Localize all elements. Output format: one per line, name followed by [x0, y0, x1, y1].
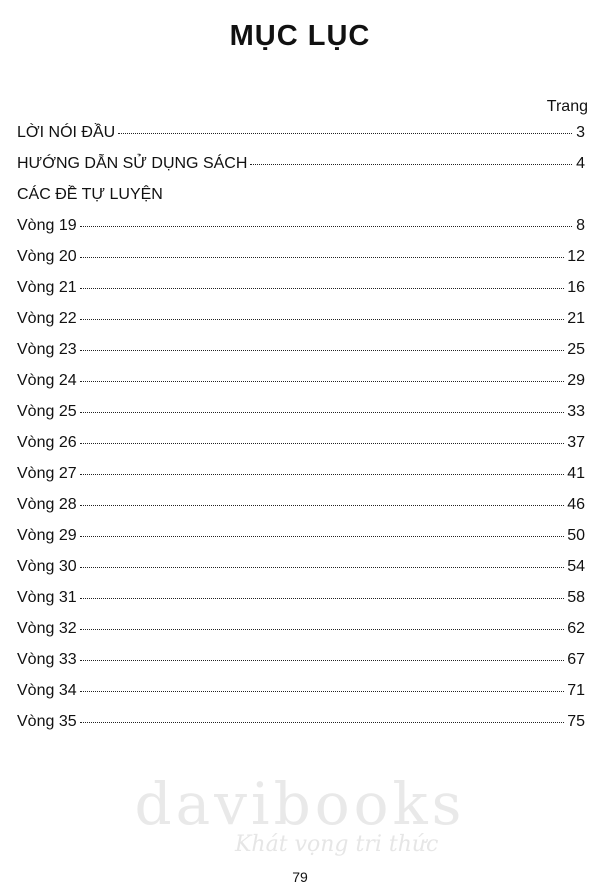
- toc-entry-label: Vòng 32: [17, 620, 77, 637]
- page-column-header: Trang: [546, 98, 588, 115]
- dot-leader: [80, 226, 572, 227]
- dot-leader: [80, 443, 565, 444]
- toc-entry-label: Vòng 26: [17, 434, 77, 451]
- toc-entry-label: Vòng 21: [17, 279, 77, 296]
- toc-entry-label: Vòng 31: [17, 589, 77, 606]
- toc-entry: [17, 124, 585, 155]
- toc-entry-page: 8: [576, 217, 585, 234]
- toc-entry: [17, 434, 585, 465]
- toc-entry-label: Vòng 23: [17, 341, 77, 358]
- toc-entry: [17, 248, 585, 279]
- toc-entry-label: Vòng 29: [17, 527, 77, 544]
- toc-entry: [17, 496, 585, 527]
- dot-leader: [80, 474, 565, 475]
- toc-entry-page: 16: [567, 279, 585, 296]
- dot-leader: [80, 567, 565, 568]
- dot-leader: [80, 257, 565, 258]
- toc-entry-label: LỜI NÓI ĐẦU: [17, 124, 116, 141]
- toc-entry-page: 71: [567, 682, 585, 699]
- toc-entry: [17, 682, 585, 713]
- dot-leader: [80, 536, 565, 537]
- dot-leader: [80, 319, 565, 320]
- dot-leader: [118, 133, 572, 134]
- dot-leader: [80, 412, 565, 413]
- toc-entry-label: Vòng 33: [17, 651, 77, 668]
- toc-entry-page: 29: [567, 372, 585, 389]
- dot-leader: [250, 164, 572, 165]
- page-title: MỤC LỤC: [229, 20, 371, 52]
- dot-leader: [80, 350, 565, 351]
- table-of-contents: [17, 124, 585, 744]
- toc-entry-label: CÁC ĐỀ TỰ LUYỆN: [17, 186, 163, 203]
- toc-entry: [17, 651, 585, 682]
- toc-section-heading: [17, 186, 585, 217]
- toc-entry: [17, 403, 585, 434]
- dot-leader: [80, 381, 565, 382]
- dot-leader: [80, 691, 565, 692]
- toc-entry-page: 41: [567, 465, 585, 482]
- watermark-tagline: Khát vọng tri thức: [235, 832, 439, 857]
- toc-entry: [17, 558, 585, 589]
- dot-leader: [80, 660, 565, 661]
- page-number: 79: [292, 869, 308, 885]
- toc-entry-page: 54: [567, 558, 585, 575]
- toc-entry-page: 4: [576, 155, 585, 172]
- toc-entry: [17, 310, 585, 341]
- toc-entry-label: Vòng 34: [17, 682, 77, 699]
- toc-entry: [17, 341, 585, 372]
- toc-entry-label: Vòng 25: [17, 403, 77, 420]
- watermark-brand: davibooks: [134, 770, 466, 838]
- toc-entry-label: Vòng 20: [17, 248, 77, 265]
- dot-leader: [80, 629, 565, 630]
- toc-entry-page: 50: [567, 527, 585, 544]
- toc-entry: [17, 279, 585, 310]
- toc-entry-page: 37: [567, 434, 585, 451]
- toc-entry-label: Vòng 19: [17, 217, 77, 234]
- dot-leader: [80, 505, 565, 506]
- toc-entry-page: 21: [567, 310, 585, 327]
- dot-leader: [80, 288, 565, 289]
- toc-entry: [17, 372, 585, 403]
- toc-entry: [17, 527, 585, 558]
- toc-entry-page: 12: [567, 248, 585, 265]
- dot-leader: [80, 598, 565, 599]
- toc-entry-label: Vòng 30: [17, 558, 77, 575]
- toc-entry-page: 3: [576, 124, 585, 141]
- toc-entry-label: Vòng 28: [17, 496, 77, 513]
- toc-entry-label: Vòng 24: [17, 372, 77, 389]
- toc-entry-page: 75: [567, 713, 585, 730]
- toc-entry: [17, 589, 585, 620]
- dot-leader: [80, 722, 565, 723]
- toc-entry: [17, 620, 585, 651]
- toc-entry-label: Vòng 35: [17, 713, 77, 730]
- toc-entry-page: 25: [567, 341, 585, 358]
- toc-entry: [17, 465, 585, 496]
- toc-entry: [17, 155, 585, 186]
- toc-entry-label: Vòng 27: [17, 465, 77, 482]
- toc-entry-page: 62: [567, 620, 585, 637]
- toc-entry-page: 58: [567, 589, 585, 606]
- toc-entry-page: 33: [567, 403, 585, 420]
- toc-entry-label: Vòng 22: [17, 310, 77, 327]
- toc-entry-page: 67: [567, 651, 585, 668]
- toc-entry: [17, 217, 585, 248]
- toc-entry-label: HƯỚNG DẪN SỬ DỤNG SÁCH: [17, 155, 248, 172]
- toc-entry-page: 46: [567, 496, 585, 513]
- toc-entry: [17, 713, 585, 744]
